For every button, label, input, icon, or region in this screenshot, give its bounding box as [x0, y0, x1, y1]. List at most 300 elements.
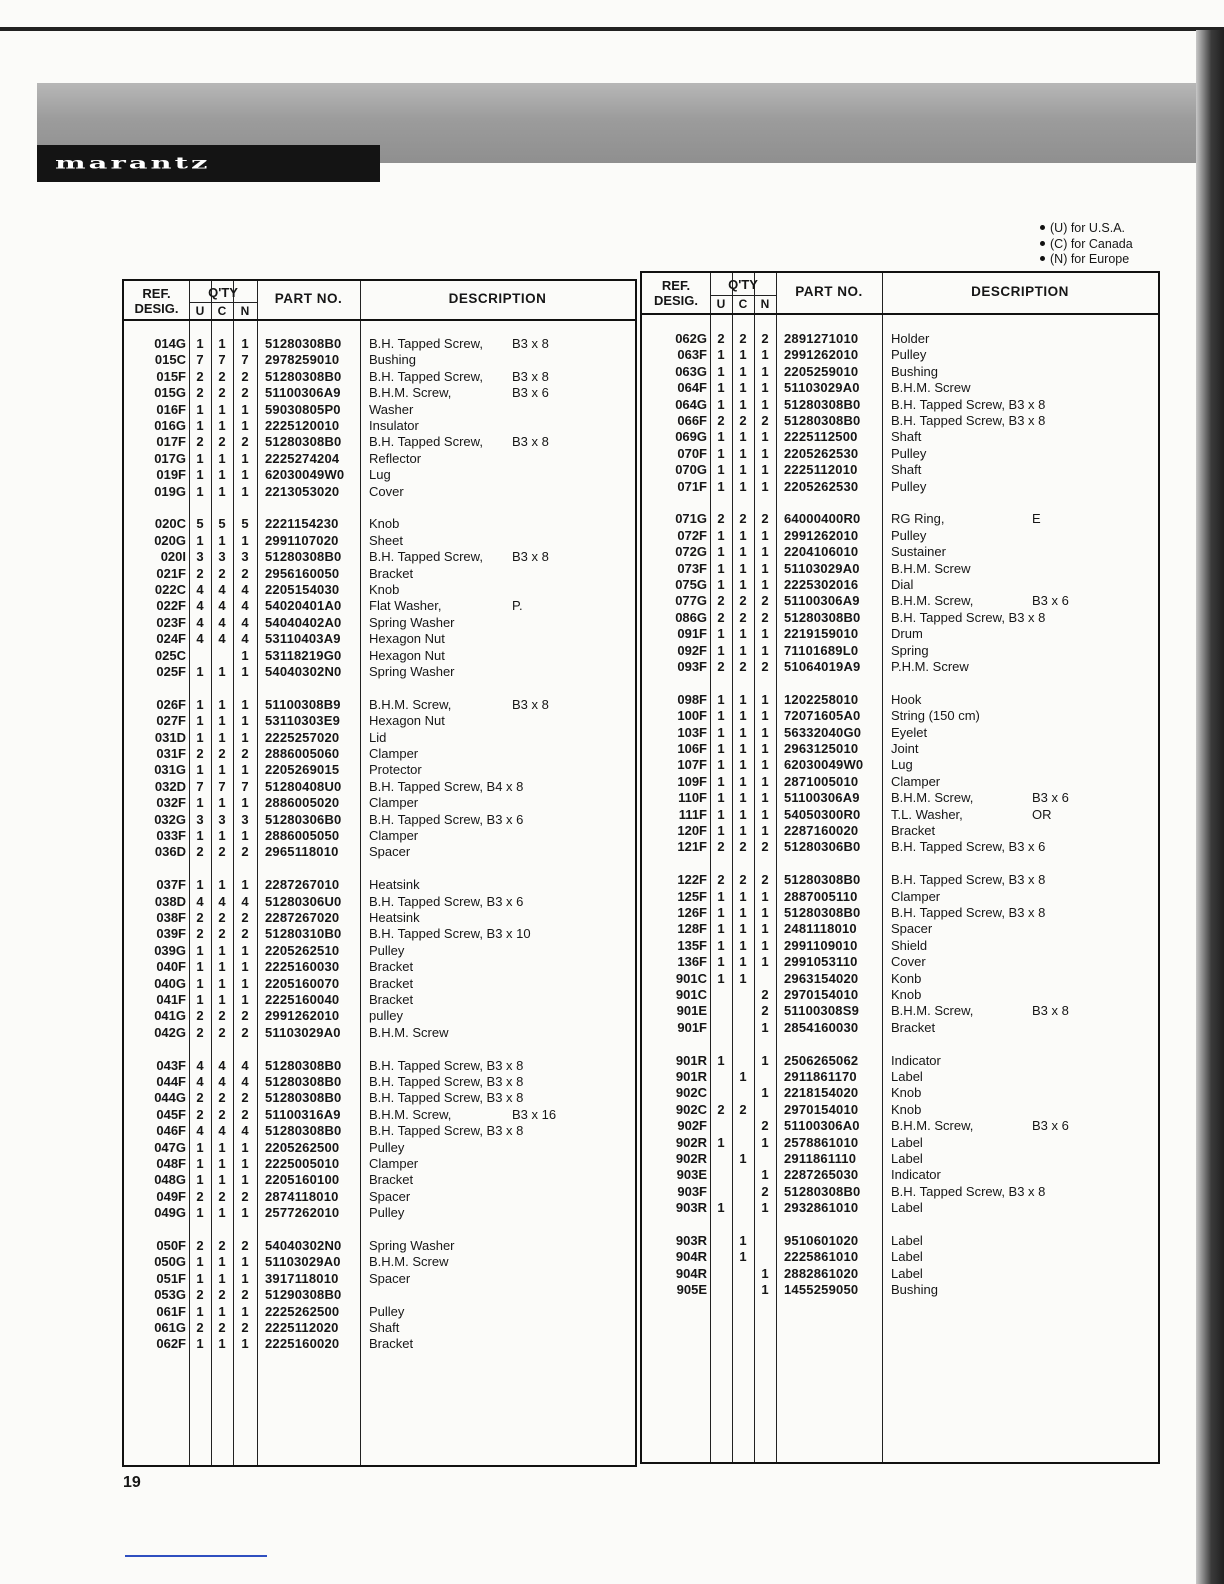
qty-n-cell: 3	[241, 549, 249, 565]
qty-c-cell: 1	[218, 450, 226, 466]
table-row	[124, 483, 635, 500]
qty-u-cell: 3	[196, 811, 204, 827]
ref-desig-cell: 070F	[677, 445, 707, 461]
part-number-cell: 53110403A9	[265, 631, 341, 647]
part-number-cell: 51280408U0	[265, 778, 342, 794]
ref-desig-cell: 024F	[156, 631, 186, 647]
table-row	[642, 642, 1158, 659]
legend-item-europe: (N) for Europe	[1040, 252, 1133, 268]
qty-n-cell: 1	[761, 1200, 769, 1216]
part-number-cell: 2970154010	[784, 987, 859, 1002]
qty-n-cell: 1	[241, 828, 249, 843]
part-number-cell: 2225274204	[265, 450, 340, 466]
qty-u-cell: 1	[717, 905, 725, 920]
legend-item-canada: (C) for Canada	[1040, 237, 1133, 253]
part-number-cell: 2225112010	[784, 462, 858, 478]
part-number-cell: 2963154020	[784, 970, 859, 986]
qty-c-cell: 2	[218, 368, 226, 384]
table-row	[642, 625, 1158, 642]
description-cell: Bracket	[369, 565, 414, 581]
qty-header-divider	[710, 295, 776, 296]
description-cell: Hexagon Nut	[369, 631, 445, 647]
description-cell: Hexagon Nut	[369, 647, 445, 663]
ref-desig-cell: 032G	[154, 811, 186, 827]
qty-c-cell: 1	[739, 380, 747, 396]
description-cell: B.H. Tapped Screw, B3 x 8	[369, 1090, 524, 1106]
qty-c-cell: 1	[739, 1069, 747, 1084]
table-row	[124, 565, 635, 582]
table-row	[642, 1166, 1158, 1183]
ref-desig-cell: 903E	[676, 1167, 707, 1183]
part-number-cell: 54040302N0	[265, 1238, 342, 1253]
qty-u-header: U	[195, 304, 205, 318]
qty-u-cell: 1	[717, 888, 725, 904]
qty-c-cell: 1	[218, 1172, 226, 1188]
table-row	[642, 789, 1158, 806]
description-cell: Knob	[891, 1085, 922, 1101]
table-row	[124, 712, 635, 729]
qty-u-cell: 1	[717, 478, 725, 494]
qty-n-cell: 1	[761, 823, 769, 838]
qty-u-cell: 1	[717, 970, 725, 986]
qty-u-cell: 4	[196, 598, 204, 614]
spec-cell: OR	[1032, 806, 1052, 822]
qty-c-cell: 2	[739, 872, 747, 888]
qty-u-cell: 1	[717, 954, 725, 970]
table-row	[642, 838, 1158, 855]
qty-n-cell: 2	[241, 1238, 249, 1253]
qty-n-cell: 1	[241, 975, 249, 991]
qty-n-cell: 7	[241, 352, 249, 368]
table-row	[642, 330, 1158, 347]
table-row	[124, 827, 635, 844]
part-number-cell: 72071605A0	[784, 708, 861, 724]
part-number-cell: 2481118010	[784, 921, 857, 937]
table-row	[642, 609, 1158, 626]
qty-c-cell: 2	[218, 1024, 226, 1040]
ref-desig-cell: 020I	[160, 549, 186, 565]
table-row	[642, 1002, 1158, 1019]
qty-c-cell: 1	[739, 1249, 747, 1265]
part-number-cell: 2970154010	[784, 1101, 859, 1117]
ref-desig-cell: 017G	[154, 450, 186, 466]
qty-u-cell: 1	[196, 992, 204, 1007]
qty-u-cell: 1	[717, 937, 725, 953]
ref-desig-cell: 063G	[675, 363, 707, 379]
part-number-cell: 2978259010	[265, 352, 340, 368]
ref-desig-cell: 126F	[677, 905, 707, 920]
qty-u-cell: 1	[717, 806, 725, 822]
table-row	[124, 548, 635, 565]
part-number-cell: 2965118010	[265, 844, 339, 860]
description-cell: B.H.M. Screw,	[891, 790, 974, 806]
table-row	[642, 904, 1158, 921]
part-number-cell: 2963125010	[784, 741, 859, 756]
qty-u-cell: 1	[717, 773, 725, 789]
desig-header: DESIG.	[134, 301, 179, 316]
qty-u-cell: 4	[196, 1074, 204, 1089]
ref-desig-cell: 032D	[154, 778, 186, 794]
part-number-cell: 2225005010	[265, 1156, 340, 1171]
qty-c-cell: 2	[218, 1008, 226, 1024]
spec-cell: B3 x 8	[1032, 1003, 1069, 1019]
description-cell: Spring	[891, 642, 929, 658]
qty-c-cell: 7	[218, 778, 226, 794]
qty-u-cell: 2	[196, 844, 204, 860]
table-row	[124, 1303, 635, 1320]
qty-n-cell: 2	[241, 1106, 249, 1122]
ref-desig-cell: 135F	[677, 937, 707, 953]
part-number-cell: 2287267020	[265, 910, 340, 925]
qty-u-cell: 2	[196, 368, 204, 384]
ref-desig-cell: 901R	[675, 1052, 707, 1068]
ref-desig-cell: 075G	[675, 577, 707, 592]
qty-n-cell: 1	[241, 336, 249, 351]
table-row	[124, 843, 635, 860]
table-row	[642, 363, 1158, 380]
ref-desig-cell: 031F	[156, 746, 186, 761]
table-row	[124, 1106, 635, 1123]
ref-desig-cell: 017F	[156, 434, 186, 450]
qty-u-cell: 1	[196, 942, 204, 958]
description-cell: Clamper	[891, 773, 941, 789]
header-divider	[642, 313, 1158, 315]
qty-c-cell: 1	[218, 992, 226, 1007]
qty-n-cell: 2	[241, 910, 249, 925]
qty-n-cell: 2	[241, 746, 249, 761]
ref-desig-cell: 110F	[678, 790, 707, 806]
qty-n-cell: 4	[241, 614, 249, 630]
qty-c-cell: 1	[218, 532, 226, 548]
table-row	[642, 888, 1158, 905]
description-cell: B.H. Tapped Screw, B3 x 10	[369, 926, 531, 942]
parts-table-left	[122, 279, 637, 1467]
spec-cell: B3 x 6	[1032, 1118, 1069, 1134]
table-row	[124, 958, 635, 975]
ref-desig-cell: 041F	[156, 992, 186, 1007]
table-row	[124, 433, 635, 450]
part-number-cell: 51103029A0	[784, 380, 860, 396]
ref-desig-cell: 044F	[156, 1074, 186, 1089]
ref-desig-cell: 045F	[156, 1106, 186, 1122]
part-number-cell: 2287267010	[265, 877, 340, 893]
spec-cell: B3 x 6	[1032, 593, 1069, 609]
qty-u-cell: 1	[717, 527, 725, 543]
qty-u-cell: 1	[717, 790, 725, 806]
ref-desig-cell: 041G	[154, 1008, 186, 1024]
ref-desig-cell: 031D	[154, 729, 186, 745]
part-number-cell: 51100306A9	[265, 385, 341, 401]
ref-desig-cell: 062G	[675, 331, 707, 346]
qty-n-cell: 4	[241, 582, 249, 597]
description-cell: B.H. Tapped Screw, B3 x 8	[369, 1074, 524, 1089]
part-number-cell: 51280308B0	[265, 336, 342, 351]
description-cell: Pulley	[369, 1303, 405, 1319]
qty-n-cell: 4	[241, 1074, 249, 1089]
qty-c-cell: 2	[218, 844, 226, 860]
table-row	[124, 876, 635, 893]
part-number-cell: 2205160070	[265, 975, 340, 991]
qty-u-cell: 1	[196, 729, 204, 745]
description-cell: B.H. Tapped Screw, B3 x 8	[369, 1057, 524, 1073]
description-cell: B.H. Tapped Screw, B3 x 8	[369, 1123, 524, 1139]
qty-u-cell: 4	[196, 614, 204, 630]
qty-u-cell: 1	[196, 401, 204, 417]
part-number-cell: 2991053110	[784, 954, 858, 970]
part-number-cell: 54020401A0	[265, 598, 342, 614]
part-number-cell: 2204106010	[784, 544, 859, 560]
table-row	[124, 1024, 635, 1041]
table-row	[642, 740, 1158, 757]
part-number-cell: 2854160030	[784, 1019, 859, 1035]
table-row	[124, 401, 635, 418]
qty-u-cell: 2	[196, 1090, 204, 1106]
bullet-icon	[1040, 256, 1045, 261]
qty-n-cell: 1	[761, 363, 769, 379]
ref-desig-cell: 016G	[154, 418, 186, 433]
qty-c-cell: 2	[218, 1188, 226, 1204]
part-number-cell: 51280308B0	[784, 905, 861, 920]
qty-n-cell: 1	[241, 1303, 249, 1319]
qty-u-cell: 2	[196, 1287, 204, 1303]
table-row	[642, 592, 1158, 609]
qty-n-cell: 1	[761, 954, 769, 970]
description-cell: Heatsink	[369, 910, 420, 925]
qty-n-cell: 1	[761, 560, 769, 576]
qty-c-cell: 1	[739, 806, 747, 822]
part-number-cell: 2991107020	[265, 532, 339, 548]
part-number-cell: 2225160040	[265, 992, 340, 1007]
ref-desig-cell: 050G	[154, 1254, 186, 1270]
ref-desig-cell: 902F	[677, 1118, 707, 1134]
ref-desig-cell: 051F	[156, 1270, 186, 1286]
qty-n-cell: 2	[241, 1008, 249, 1024]
qty-u-cell: 1	[196, 483, 204, 499]
table-row	[642, 937, 1158, 954]
bottom-rule	[125, 1555, 267, 1557]
description-cell: Label	[891, 1233, 923, 1248]
qty-c-cell: 5	[218, 516, 226, 532]
qty-c-cell: 1	[739, 888, 747, 904]
ref-desig-cell: 902C	[675, 1101, 707, 1117]
qty-u-cell: 2	[196, 1106, 204, 1122]
qty-c-cell: 4	[218, 614, 226, 630]
qty-c-cell: 1	[739, 363, 747, 379]
qty-n-cell: 1	[761, 380, 769, 396]
qty-n-cell: 1	[241, 1172, 249, 1188]
part-number-cell: 2225861010	[784, 1249, 859, 1265]
description-cell: Label	[891, 1151, 923, 1166]
qty-u-cell: 1	[196, 713, 204, 729]
qty-u-cell: 1	[717, 1134, 725, 1150]
part-number-cell: 2287160020	[784, 823, 859, 838]
description-cell: Pulley	[891, 445, 927, 461]
ref-desig-cell: 901C	[675, 970, 707, 986]
ref-desig-cell: 070G	[675, 462, 707, 478]
qty-u-cell: 1	[196, 877, 204, 893]
spec-cell: B3 x 8	[512, 368, 549, 384]
ref-desig-cell: 016F	[156, 401, 186, 417]
qty-u-cell: 1	[196, 1156, 204, 1171]
qty-n-cell: 1	[761, 1052, 769, 1068]
part-number-cell: 51280306B0	[265, 811, 342, 827]
part-number-cell: 62030049W0	[265, 467, 345, 483]
ref-desig-cell: 904R	[675, 1249, 707, 1265]
qty-u-cell: 4	[196, 582, 204, 597]
qty-u-cell: 1	[717, 1200, 725, 1216]
description-cell: RG Ring,	[891, 511, 945, 527]
qty-c-header: C	[738, 297, 748, 311]
qty-c-cell: 1	[218, 401, 226, 417]
part-number-cell: 2205154030	[265, 582, 340, 597]
qty-n-cell: 1	[761, 691, 769, 707]
ref-desig-cell: 042G	[154, 1024, 186, 1040]
legend-item-usa: (U) for U.S.A.	[1040, 221, 1133, 237]
qty-c-header: C	[217, 304, 227, 318]
qty-u-cell: 7	[196, 352, 204, 368]
qty-c-cell: 1	[739, 741, 747, 756]
description-cell: Label	[891, 1200, 923, 1216]
qty-u-cell: 2	[196, 1188, 204, 1204]
ref-desig-cell: 064F	[677, 380, 707, 396]
part-number-cell: 2911861110	[784, 1151, 857, 1166]
part-number-cell: 2874118010	[265, 1188, 339, 1204]
qty-c-cell: 7	[218, 352, 226, 368]
qty-n-cell: 1	[761, 937, 769, 953]
ref-desig-cell: 086G	[675, 609, 707, 625]
description-cell: Reflector	[369, 450, 422, 466]
table-row	[642, 543, 1158, 560]
qty-u-cell: 1	[196, 664, 204, 679]
qty-n-cell: 1	[761, 741, 769, 756]
qty-c-cell: 4	[218, 582, 226, 597]
ref-desig-cell: 903R	[675, 1200, 707, 1216]
table-row	[642, 1084, 1158, 1101]
qty-c-cell: 2	[739, 511, 747, 527]
qty-n-cell: 2	[761, 1183, 769, 1199]
qty-u-cell: 2	[717, 609, 725, 625]
table-row	[642, 1019, 1158, 1036]
part-number-cell: 51280308B0	[784, 609, 861, 625]
qty-c-cell: 1	[739, 1233, 747, 1248]
ref-desig-cell: 047G	[154, 1139, 186, 1155]
qty-u-cell: 1	[717, 462, 725, 478]
qty-c-cell: 1	[739, 626, 747, 642]
qty-c-cell: 1	[218, 828, 226, 843]
ref-desig-cell: 048F	[156, 1156, 186, 1171]
table-row	[642, 576, 1158, 593]
qty-n-cell: 5	[241, 516, 249, 532]
qty-c-cell: 2	[739, 593, 747, 609]
ref-desig-cell: 025C	[154, 647, 186, 663]
table-row	[642, 1281, 1158, 1298]
ref-desig-cell: 043F	[156, 1057, 186, 1073]
description-cell: Indicator	[891, 1052, 941, 1068]
qty-c-cell: 2	[739, 1101, 747, 1117]
qty-n-cell: 1	[241, 877, 249, 893]
table-row	[642, 478, 1158, 495]
table-row	[124, 417, 635, 434]
qty-c-cell: 1	[739, 773, 747, 789]
qty-header: Q'TY	[728, 277, 758, 292]
qty-c-cell: 1	[739, 708, 747, 724]
description-cell: Spring Washer	[369, 614, 455, 630]
qty-u-cell: 1	[717, 757, 725, 773]
qty-u-cell: 5	[196, 516, 204, 532]
qty-n-cell: 1	[241, 1205, 249, 1221]
table-row	[124, 450, 635, 467]
table-row	[124, 335, 635, 352]
qty-n-cell: 1	[761, 1167, 769, 1183]
brand-logo: marantz	[55, 153, 211, 173]
description-cell: Lug	[369, 467, 391, 483]
ref-desig-cell: 071F	[677, 478, 707, 494]
table-row	[642, 953, 1158, 970]
ref-desig-cell: 121F	[677, 839, 707, 855]
description-cell: Washer	[369, 401, 414, 417]
qty-u-cell: 1	[717, 724, 725, 740]
ref-desig-cell: 905E	[676, 1282, 707, 1298]
table-row	[124, 1155, 635, 1172]
part-number-cell: 2506265062	[784, 1052, 859, 1068]
description-cell: B.H. Tapped Screw, B3 x 8	[891, 905, 1046, 920]
table-row	[642, 1265, 1158, 1282]
table-row	[124, 1057, 635, 1074]
description-cell: P.H.M. Screw	[891, 659, 969, 674]
region-legend	[1040, 221, 1133, 268]
description-cell: Spacer	[369, 1270, 411, 1286]
description-cell: Drum	[891, 626, 923, 642]
description-cell: Pulley	[369, 942, 405, 958]
qty-n-cell: 1	[761, 347, 769, 363]
table-row	[124, 1270, 635, 1287]
part-number-cell: 2205269015	[265, 762, 340, 778]
ref-desig-cell: 023F	[156, 614, 186, 630]
table-row	[124, 515, 635, 532]
part-number-cell: 2886005050	[265, 828, 340, 843]
part-number-cell: 71101689L0	[784, 642, 859, 658]
qty-c-cell: 1	[739, 905, 747, 920]
qty-c-cell: 4	[218, 1057, 226, 1073]
table-row	[124, 1286, 635, 1303]
part-number-cell: 51100306A9	[784, 790, 860, 806]
qty-u-cell: 1	[717, 823, 725, 838]
ref-header: REF.	[661, 278, 691, 293]
part-number-cell: 51103029A0	[784, 560, 860, 576]
part-number-cell: 54040302N0	[265, 664, 342, 679]
description-cell: pulley	[369, 1008, 403, 1024]
header-divider	[124, 319, 635, 321]
qty-c-cell: 1	[739, 347, 747, 363]
qty-u-cell: 2	[717, 593, 725, 609]
qty-n-cell: 2	[761, 413, 769, 428]
spec-cell: B3 x 16	[512, 1106, 557, 1122]
qty-c-cell: 4	[218, 1074, 226, 1089]
spec-cell: B3 x 8	[512, 696, 549, 712]
qty-u-cell: 1	[717, 708, 725, 724]
qty-n-cell: 1	[241, 483, 249, 499]
ref-desig-cell: 039G	[154, 942, 186, 958]
description-cell: Sheet	[369, 532, 403, 548]
qty-n-cell: 1	[241, 532, 249, 548]
table-row	[124, 991, 635, 1008]
description-cell: String (150 cm)	[891, 708, 980, 724]
description-cell: B.H. Tapped Screw, B3 x 8	[891, 396, 1046, 412]
table-row	[124, 1204, 635, 1221]
qty-c-cell: 2	[218, 746, 226, 761]
qty-c-cell: 1	[739, 396, 747, 412]
ref-desig-cell: 106F	[677, 741, 707, 756]
